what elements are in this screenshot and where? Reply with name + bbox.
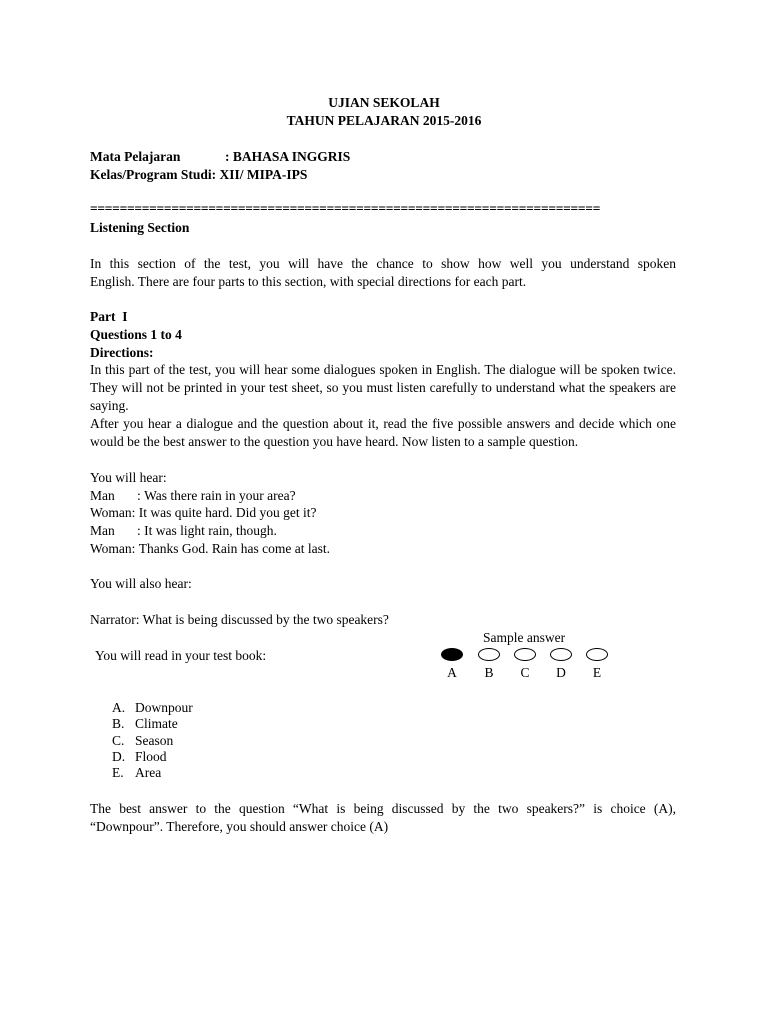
dialogue-speaker: Man <box>90 488 115 503</box>
answer-bubble-c <box>514 648 536 661</box>
part-title: Part I <box>90 309 128 324</box>
list-item <box>112 765 161 781</box>
dialogue-separator: : <box>137 523 141 538</box>
read-in-book-label: You will read in your test book: <box>95 648 267 663</box>
dialogue-text: It was light rain, though. <box>144 523 277 538</box>
dialogue-line <box>90 522 277 540</box>
listening-intro-line-1: In this section of the test, you will have the chance to show how well you understand spoken <box>90 256 676 271</box>
subject-value: : BAHASA INGGRIS <box>225 149 351 164</box>
separator-line: ===================================================================== <box>90 201 601 216</box>
class-program-line: Kelas/Program Studi: XII/ MIPA-IPS <box>90 167 308 182</box>
conclusion-line-2: “Downpour”. Therefore, you should answer choice (A) <box>90 819 389 834</box>
dialogue-speaker: Woman: <box>90 541 136 556</box>
option-text: Climate <box>135 716 178 731</box>
dialogue-line <box>90 540 330 558</box>
answer-bubble-b <box>478 648 500 661</box>
sample-answer-label: Sample answer <box>483 630 566 645</box>
exam-title: UJIAN SEKOLAH <box>328 95 440 110</box>
option-letter: E. <box>112 765 124 780</box>
answer-letter: D <box>556 665 566 680</box>
answer-letter: C <box>520 665 530 680</box>
answer-bubble-a <box>441 648 463 661</box>
subject-label: Mata Pelajaran <box>90 149 181 164</box>
list-item <box>112 733 173 749</box>
option-text: Season <box>135 733 174 748</box>
dialogue-speaker: Man <box>90 523 115 538</box>
list-item <box>112 700 193 716</box>
list-item <box>112 716 178 732</box>
list-item <box>112 749 167 765</box>
answer-bubble-e <box>586 648 608 661</box>
exam-year: TAHUN PELAJARAN 2015-2016 <box>286 113 482 128</box>
option-letter: A. <box>112 700 126 715</box>
dialogue-separator: : <box>137 488 141 503</box>
questions-range: Questions 1 to 4 <box>90 327 182 342</box>
option-letter: B. <box>112 716 125 731</box>
dialogue-speaker: Woman: <box>90 505 136 520</box>
directions-paragraph-1: In this part of the test, you will hear some dialogues spoken in English. The dialogue will be spoken twice. They will not be printed in your test sheet, so you must listen carefully to understand what the speakers are saying. <box>90 362 676 413</box>
answer-letter: E <box>592 665 602 680</box>
dialogue-text: Thanks God. Rain has come at last. <box>138 541 330 556</box>
dialogue-text: Was there rain in your area? <box>144 488 296 503</box>
listening-section-heading: Listening Section <box>90 220 190 235</box>
listening-intro-line-2: English. There are four parts to this section, with special directions for each part. <box>90 274 527 289</box>
narrator-question: Narrator: What is being discussed by the two speakers? <box>90 612 389 627</box>
option-text: Downpour <box>135 700 193 715</box>
answer-letter: B <box>484 665 494 680</box>
dialogue-line <box>90 487 296 505</box>
dialogue-line <box>90 504 317 522</box>
conclusion-line-1: The best answer to the question “What is being discussed by the two speakers?” is choice (A), <box>90 801 676 816</box>
answer-bubble-d <box>550 648 572 661</box>
dialogue-text: It was quite hard. Did you get it? <box>138 505 317 520</box>
answer-letter: A <box>447 665 457 680</box>
also-hear-label: You will also hear: <box>90 576 192 591</box>
answer-bubbles <box>441 648 609 664</box>
directions-paragraph-2: After you hear a dialogue and the question about it, read the five possible answers and decide which one would be the best answer to the question you have heard. Now listen to a sample question. <box>90 416 676 449</box>
option-text: Flood <box>135 749 167 764</box>
option-text: Area <box>135 765 162 780</box>
directions-label: Directions: <box>90 345 154 360</box>
option-letter: D. <box>112 749 126 764</box>
you-will-hear-label: You will hear: <box>90 470 167 485</box>
option-letter: C. <box>112 733 125 748</box>
